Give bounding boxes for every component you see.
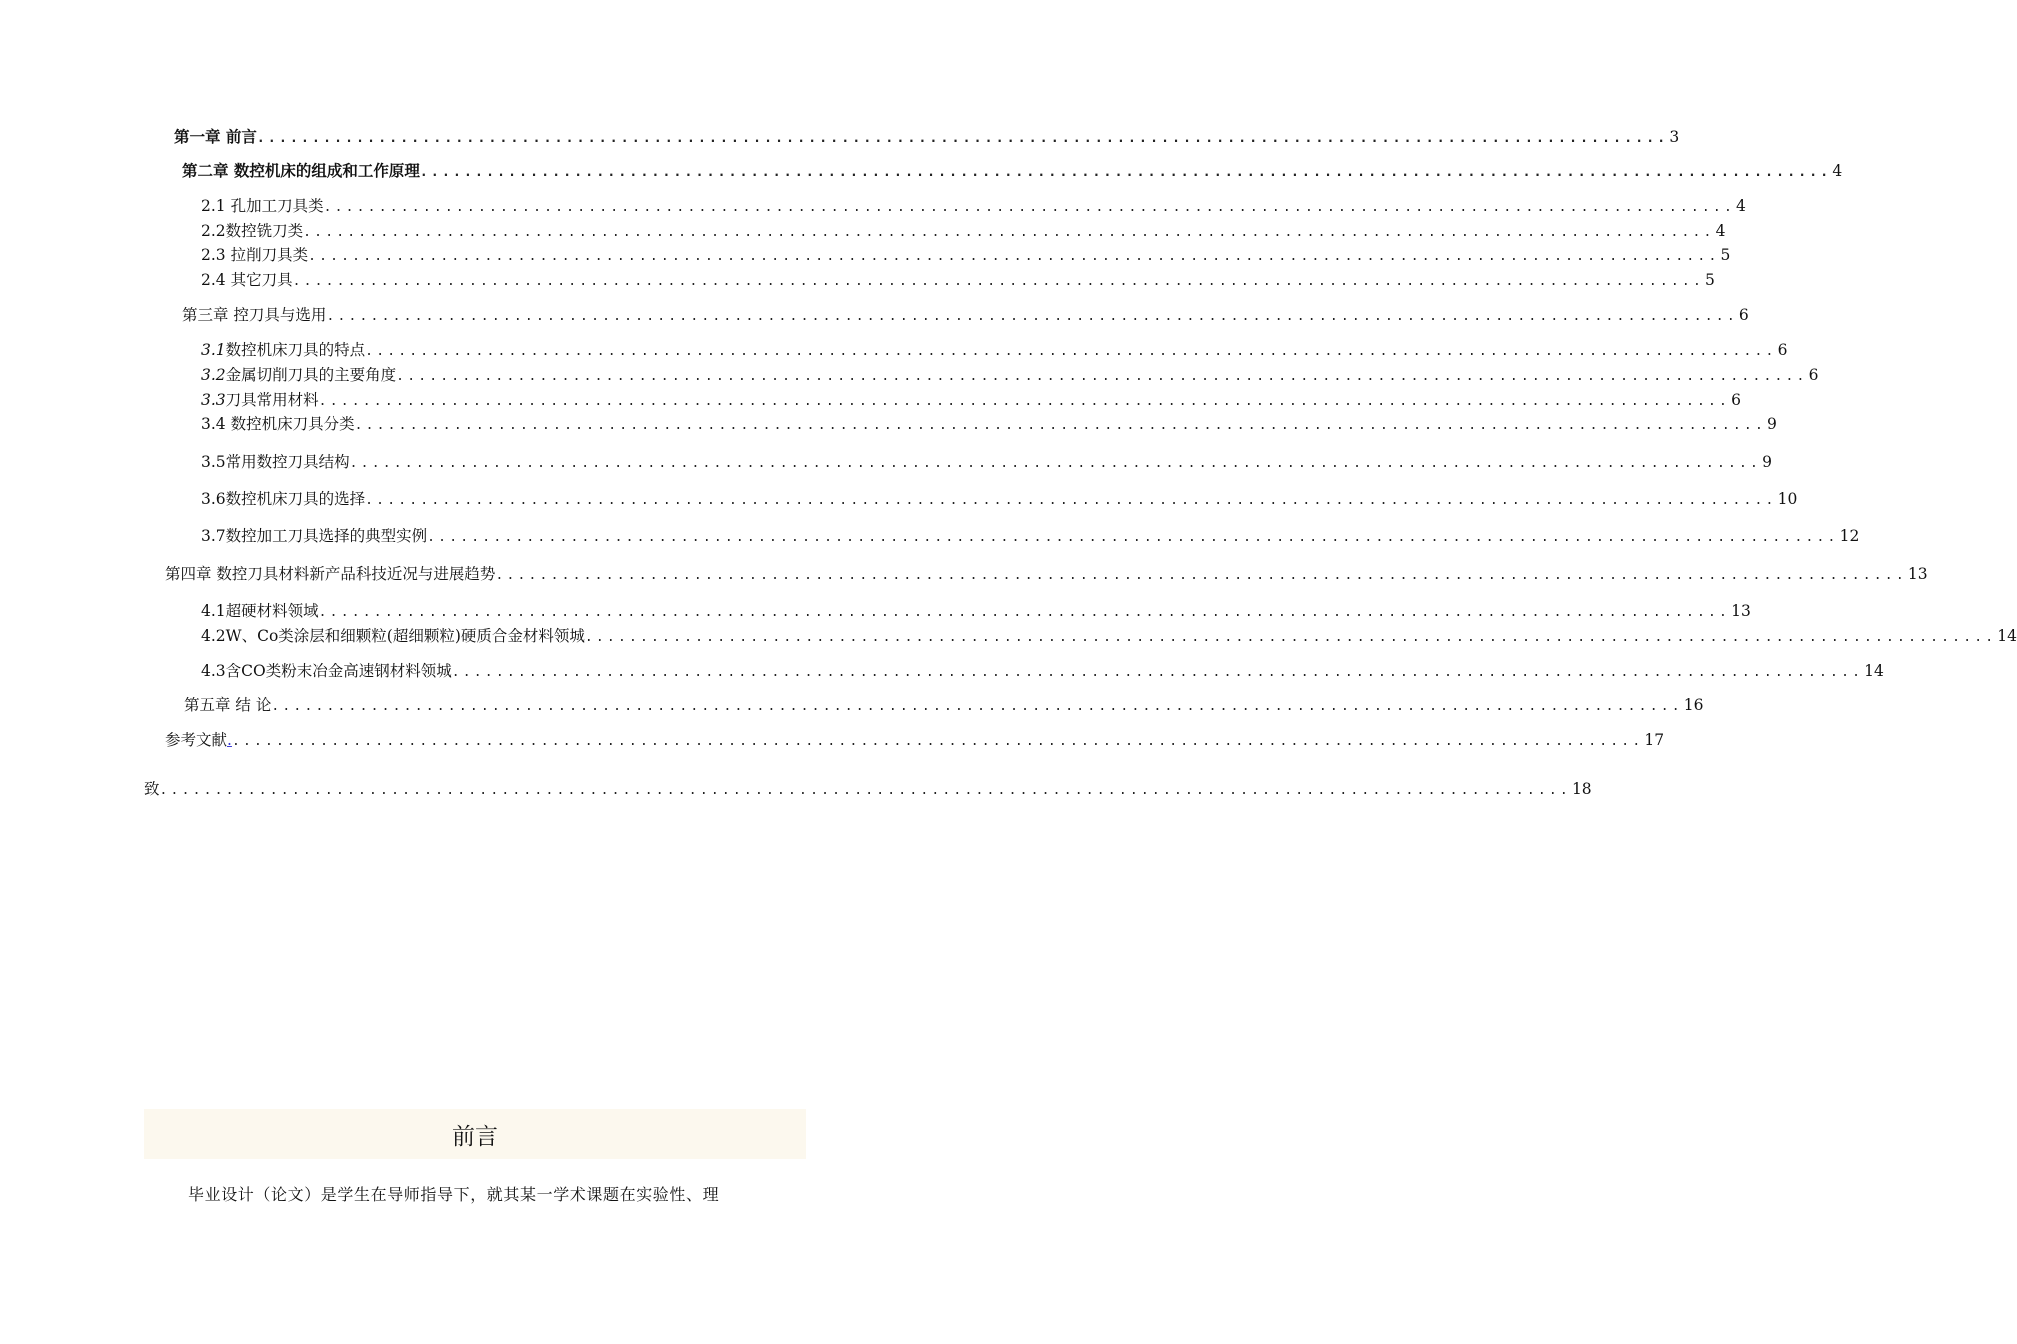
toc-entry-4-3[interactable] xyxy=(201,660,1884,684)
toc-entry-title: 金属切削刀具的主要角度 xyxy=(225,366,397,384)
toc-entry-2-4[interactable] xyxy=(201,269,1715,293)
toc-entry-page: 6 xyxy=(1731,391,1741,409)
toc-entry-page: 16 xyxy=(1683,696,1704,714)
toc-entry-3-7[interactable] xyxy=(201,525,1860,549)
section-heading-text: 前言 xyxy=(452,1123,498,1150)
toc-entry-number: 3.3 xyxy=(201,391,226,409)
toc-entry-page: 4 xyxy=(1715,222,1726,240)
toc-entry-title: 3.5常用数控刀具结构 xyxy=(201,453,350,471)
toc-leader-dots: ................................................................................................................................ xyxy=(159,783,1571,798)
toc-entry-page: 12 xyxy=(1839,527,1860,545)
toc-leader-dots: ................................................................................................................................ xyxy=(271,699,1683,714)
toc-entry-chapter-3[interactable] xyxy=(182,304,1749,328)
toc-entry-title: 2.2数控铣刀类 xyxy=(201,222,304,240)
toc-leader-dots: ................................................................................................................................ xyxy=(365,493,1777,508)
toc-entry-chapter-4[interactable] xyxy=(165,563,1928,587)
toc-entry-page: 5 xyxy=(1705,271,1715,289)
toc-leader-dots: ................................................................................................................................ xyxy=(326,309,1738,324)
toc-entry-page: 18 xyxy=(1571,780,1592,798)
toc-entry-number: 3.1 xyxy=(201,341,226,359)
toc-leader-dots: ................................................................................................................................ xyxy=(396,369,1808,384)
toc-entry-3-1[interactable] xyxy=(201,339,1788,363)
toc-entry-title: 第三章 控刀具与选用 xyxy=(182,306,327,324)
toc-entry-title: 刀具常用材料 xyxy=(225,391,319,409)
toc-entry-page: 6 xyxy=(1777,341,1788,359)
toc-entry-3-4[interactable] xyxy=(201,413,1777,437)
toc-entry-page: 17 xyxy=(1644,731,1665,749)
toc-entry-title: 参考文献 xyxy=(165,731,228,749)
toc-entry-title: 2.1 孔加工刀具类 xyxy=(201,197,324,215)
toc-entry-title: 2.3 拉削刀具类 xyxy=(201,246,309,264)
toc-entry-title: 4.2W、Co类涂层和细颗粒(超细颗粒)硬质合金材料领城 xyxy=(201,627,585,645)
toc-entry-page: 6 xyxy=(1808,366,1819,384)
toc-entry-number: 3.2 xyxy=(201,366,226,384)
toc-entry-page: 10 xyxy=(1777,490,1798,508)
toc-leader-dots: ................................................................................................................................ xyxy=(318,605,1731,620)
toc-entry-title: 4.1超硬材料领域 xyxy=(201,602,319,620)
toc-entry-page: 13 xyxy=(1731,602,1751,620)
toc-entry-chapter-2[interactable] xyxy=(182,160,1843,184)
toc-entry-page: 9 xyxy=(1762,453,1772,471)
toc-leader-dots: ................................................................................................................................ xyxy=(427,530,1839,545)
toc-entry-title: 第五章 结 论 xyxy=(184,696,272,714)
toc-leader-dots: ................................................................................................................................ xyxy=(323,200,1735,215)
toc-entry-title: 2.4 其它刀具 xyxy=(201,271,293,289)
toc-entry-page: 9 xyxy=(1767,415,1777,433)
body-paragraph: 毕业设计（论文）是学生在导师指导下，就其某一学术课题在实验性、理 xyxy=(188,1185,720,1204)
toc-entry-chapter-5[interactable] xyxy=(184,694,1704,718)
section-heading xyxy=(144,1109,806,1159)
toc-leader-dots: ................................................................................................................................ xyxy=(349,456,1762,471)
toc-entry-title: 第一章 前言 xyxy=(174,128,257,146)
toc-entry-2-2[interactable] xyxy=(201,220,1726,244)
toc-leader-dots: ................................................................................................................................ xyxy=(365,344,1777,359)
toc-leader-dots: ................................................................................................................................ xyxy=(308,249,1720,264)
toc-entry-3-5[interactable] xyxy=(201,451,1772,475)
toc-entry-4-2[interactable] xyxy=(201,625,2017,649)
toc-entry-4-1[interactable] xyxy=(201,600,1751,624)
toc-entry-title: 数控机床刀具的特点 xyxy=(225,341,366,359)
toc-entry-title: 3.4 数控机床刀具分类 xyxy=(201,415,355,433)
toc-entry-2-1[interactable] xyxy=(201,195,1746,219)
hyperlink-marker: ​. xyxy=(227,731,232,749)
toc-entry-title: 第二章 数控机床的组成和工作原理 xyxy=(182,162,420,180)
toc-entry-references[interactable] xyxy=(165,729,1665,753)
toc-leader-dots: ................................................................................................................................ xyxy=(419,165,1832,180)
toc-leader-dots: ................................................................................................................................ xyxy=(231,734,1644,749)
toc-entry-page: 4 xyxy=(1736,197,1746,215)
toc-leader-dots: ................................................................................................................................ xyxy=(318,394,1731,409)
toc-entry-title: 3.7数控加工刀具选择的典型实例 xyxy=(201,527,428,545)
toc-entry-title: 致 xyxy=(144,780,160,798)
toc-entry-page: 5 xyxy=(1720,246,1731,264)
toc-entry-3-3[interactable] xyxy=(201,389,1741,413)
toc-entry-chapter-1[interactable] xyxy=(174,126,1680,150)
toc-leader-dots: ................................................................................................................................ xyxy=(451,665,1864,680)
toc-entry-page: 13 xyxy=(1907,565,1928,583)
toc-entry-page: 14 xyxy=(1864,662,1884,680)
toc-entry-3-2[interactable] xyxy=(201,364,1819,388)
toc-leader-dots: ................................................................................................................................ xyxy=(303,225,1715,240)
toc-entry-page: 6 xyxy=(1738,306,1749,324)
toc-entry-acknowledgement[interactable] xyxy=(144,778,1592,802)
toc-entry-title: 第四章 数控刀具材料新产品科技近况与进展趋势 xyxy=(165,565,496,583)
toc-entry-page: 3 xyxy=(1669,128,1680,146)
toc-entry-page: 4 xyxy=(1832,162,1843,180)
toc-leader-dots: ................................................................................................................................ xyxy=(495,568,1907,583)
toc-entry-title: 3.6数控机床刀具的选择 xyxy=(201,490,366,508)
toc-entry-title: 4.3含CO类粉末冶金高速钢材料领城 xyxy=(201,662,452,680)
toc-entry-3-6[interactable] xyxy=(201,488,1798,512)
toc-entry-2-3[interactable] xyxy=(201,244,1731,268)
toc-entry-page: 14 xyxy=(1997,627,2017,645)
toc-leader-dots: ................................................................................................................................ xyxy=(256,131,1669,146)
toc-leader-dots: ................................................................................................................................ xyxy=(584,630,1997,645)
toc-leader-dots: ................................................................................................................................ xyxy=(354,418,1766,433)
toc-leader-dots: ................................................................................................................................ xyxy=(292,274,1704,289)
